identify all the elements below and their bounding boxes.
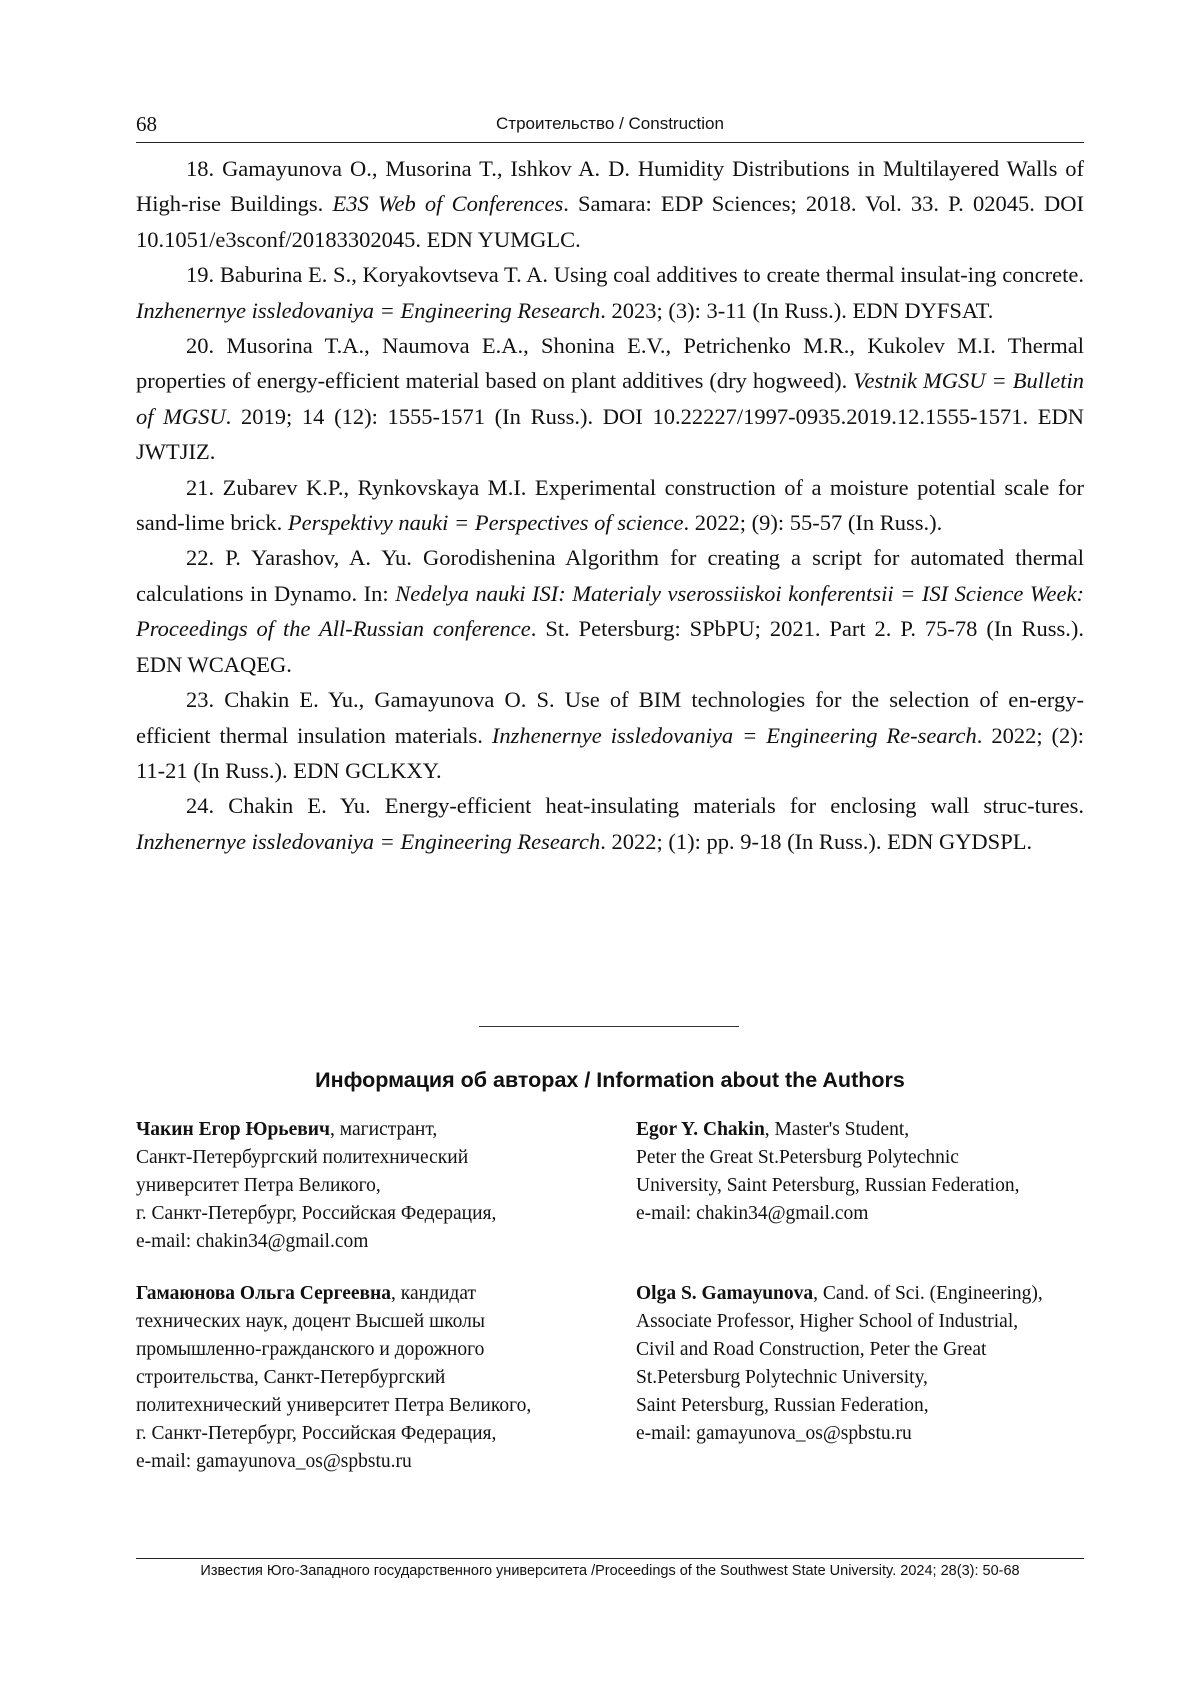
header-rule: [136, 142, 1084, 143]
author-affiliation-line: промышленно-гражданского и дорожного: [136, 1339, 485, 1360]
section-separator: [479, 1026, 739, 1027]
author-location-line: Saint Petersburg, Russian Federation,: [636, 1395, 929, 1416]
reference-source: Inzhenernye issledovaniya = Engineering Research: [136, 828, 601, 854]
running-title: Строительство / Construction: [496, 114, 724, 133]
author-location-line: г. Санкт-Петербург, Российская Федерация,: [136, 1423, 497, 1444]
author-name-line: [636, 1116, 1096, 1144]
reference-list: [136, 151, 1084, 859]
author-email: e-mail: chakin34@gmail.com: [136, 1231, 369, 1252]
author-name: Гамаюнова Ольга Сергеевна: [136, 1283, 392, 1304]
reference-source: Nedelya nauki ISI: Materialy vserossiiskoi konferentsii = ISI Science Week: Proceedings of the All-Russian conference: [136, 580, 1084, 642]
reference-details: . 2022; (2): 11-21 (In Russ.). EDN GCLKXY.: [136, 722, 1084, 783]
reference-item: [136, 151, 1084, 257]
reference-item: [136, 540, 1084, 682]
journal-citation-footer: Известия Юго-Западного государственного университета /Proceedings of the Southwest State University. 2024; 28(3): 50-68: [200, 1563, 1020, 1579]
reference-number: 24.: [186, 793, 215, 819]
reference-source: Vestnik MGSU = Bulletin of MGSU: [136, 368, 1084, 429]
author-affiliation-line: Associate Professor, Higher School of Industrial,: [636, 1311, 1019, 1332]
author-location-line: г. Санкт-Петербург, Российская Федерация,: [136, 1203, 497, 1224]
author-position: , Cand. of Sci. (Engineering),: [813, 1283, 1043, 1304]
author-position: , кандидат: [391, 1283, 477, 1304]
author-info-ru: [136, 1280, 616, 1476]
author-info-en: [636, 1116, 1096, 1228]
reference-number: 23.: [186, 687, 215, 713]
author-affiliation-line: университет Петра Великого,: [136, 1175, 381, 1196]
author-affiliation-line: технических наук, доцент Высшей школы: [136, 1311, 485, 1332]
reference-details: . 2023; (3): 3-11 (In Russ.). EDN DYFSAT.: [600, 297, 994, 323]
reference-details: . 2019; 14 (12): 1555-1571 (In Russ.). DOI 10.22227/1997-0935.2019.12.1555-1571. EDN JWTJIZ.: [136, 403, 1084, 465]
author-affiliation-line: строительства, Санкт-Петербургский: [136, 1367, 446, 1388]
author-info-en: [636, 1280, 1096, 1448]
page-number: 68: [136, 112, 157, 136]
reference-details: . St. Petersburg: SPbPU; 2021. Part 2. P. 75-78 (In Russ.). EDN WCAQEG.: [136, 616, 1084, 677]
author-email: e-mail: gamayunova_os@spbstu.ru: [636, 1423, 912, 1444]
author-info-ru: [136, 1116, 616, 1256]
author-name: Чакин Егор Юрьевич: [136, 1119, 331, 1140]
reference-source: Inzhenernye issledovaniya = Engineering Re-search: [491, 722, 977, 748]
reference-text: P. Yarashov, A. Yu. Gorodishenina Algorithm for creating a script for automated thermal calculations in Dynamo. In:: [136, 545, 1084, 606]
reference-text: Chakin E. Yu. Energy-efficient heat-insulating materials for enclosing wall struc-tures.: [228, 793, 1085, 819]
reference-number: 20.: [186, 333, 215, 359]
author-email: e-mail: chakin34@gmail.com: [636, 1203, 869, 1224]
footer-rule: [136, 1558, 1084, 1559]
author-position: , магистрант,: [330, 1119, 438, 1140]
author-affiliation-line: политехнический университет Петра Великого,: [136, 1395, 532, 1416]
reference-text: Gamayunova O., Musorina T., Ishkov A. D. Humidity Distributions in Multilayered Walls of High-rise Buildings.: [136, 156, 1085, 217]
reference-text: Baburina E. S., Koryakovtseva T. A. Using coal additives to create thermal insulat-ing concrete.: [219, 262, 1085, 288]
reference-source: Inzhenernye issledovaniya = Engineering Research: [136, 297, 601, 323]
author-position: , Master's Student,: [764, 1119, 910, 1140]
reference-details: . 2022; (1): pp. 9-18 (In Russ.). EDN GYDSPL.: [600, 828, 1033, 854]
reference-item: [136, 470, 1084, 541]
reference-item: [136, 328, 1084, 470]
reference-source: Perspektivy nauki = Perspectives of science: [287, 510, 684, 536]
reference-number: 21.: [186, 474, 215, 500]
reference-details: . Samara: EDP Sciences; 2018. Vol. 33. P. 02045. DOI 10.1051/e3sconf/20183302045. EDN YUMGLC.: [136, 191, 1085, 252]
reference-number: 18.: [186, 156, 215, 181]
authors-heading: Информация об авторах / Information about the Authors: [315, 1068, 905, 1092]
reference-item: [136, 682, 1084, 788]
reference-item: [136, 257, 1084, 328]
reference-text: Zubarev K.P., Rynkovskaya M.I. Experimental construction of a moisture potential scale for sand-lime brick.: [136, 474, 1084, 536]
reference-text: Chakin E. Yu., Gamayunova O. S. Use of BIM technologies for the selection of en-ergy-efficient thermal insulation materials.: [136, 687, 1085, 748]
author-affiliation-line: St.Petersburg Polytechnic University,: [636, 1367, 928, 1388]
author-affiliation-line: Civil and Road Construction, Peter the Great: [636, 1339, 987, 1360]
page-header: [136, 112, 1084, 142]
reference-number: 22.: [186, 545, 215, 571]
reference-details: . 2022; (9): 55-57 (In Russ.).: [683, 510, 943, 536]
author-affiliation-line: Peter the Great St.Petersburg Polytechnic: [636, 1147, 959, 1168]
author-name-line: [136, 1280, 616, 1308]
reference-number: 19.: [186, 262, 215, 288]
author-affiliation-line: Санкт-Петербургский политехнический: [136, 1147, 469, 1168]
author-name-line: [636, 1280, 1096, 1308]
reference-text: Musorina T.A., Naumova E.A., Shonina E.V., Petrichenko M.R., Kukolev M.I. Thermal properties of energy-efficient material based on plant additives (dry hogweed).: [136, 333, 1084, 394]
author-email: e-mail: gamayunova_os@spbstu.ru: [136, 1451, 412, 1472]
author-name-line: [136, 1116, 616, 1144]
reference-source: E3S Web of Conferences: [332, 191, 564, 217]
author-affiliation-line: University, Saint Petersburg, Russian Federation,: [636, 1175, 1020, 1196]
reference-item: [136, 788, 1084, 859]
author-name: Egor Y. Chakin: [636, 1119, 765, 1140]
author-name: Olga S. Gamayunova: [636, 1283, 814, 1304]
